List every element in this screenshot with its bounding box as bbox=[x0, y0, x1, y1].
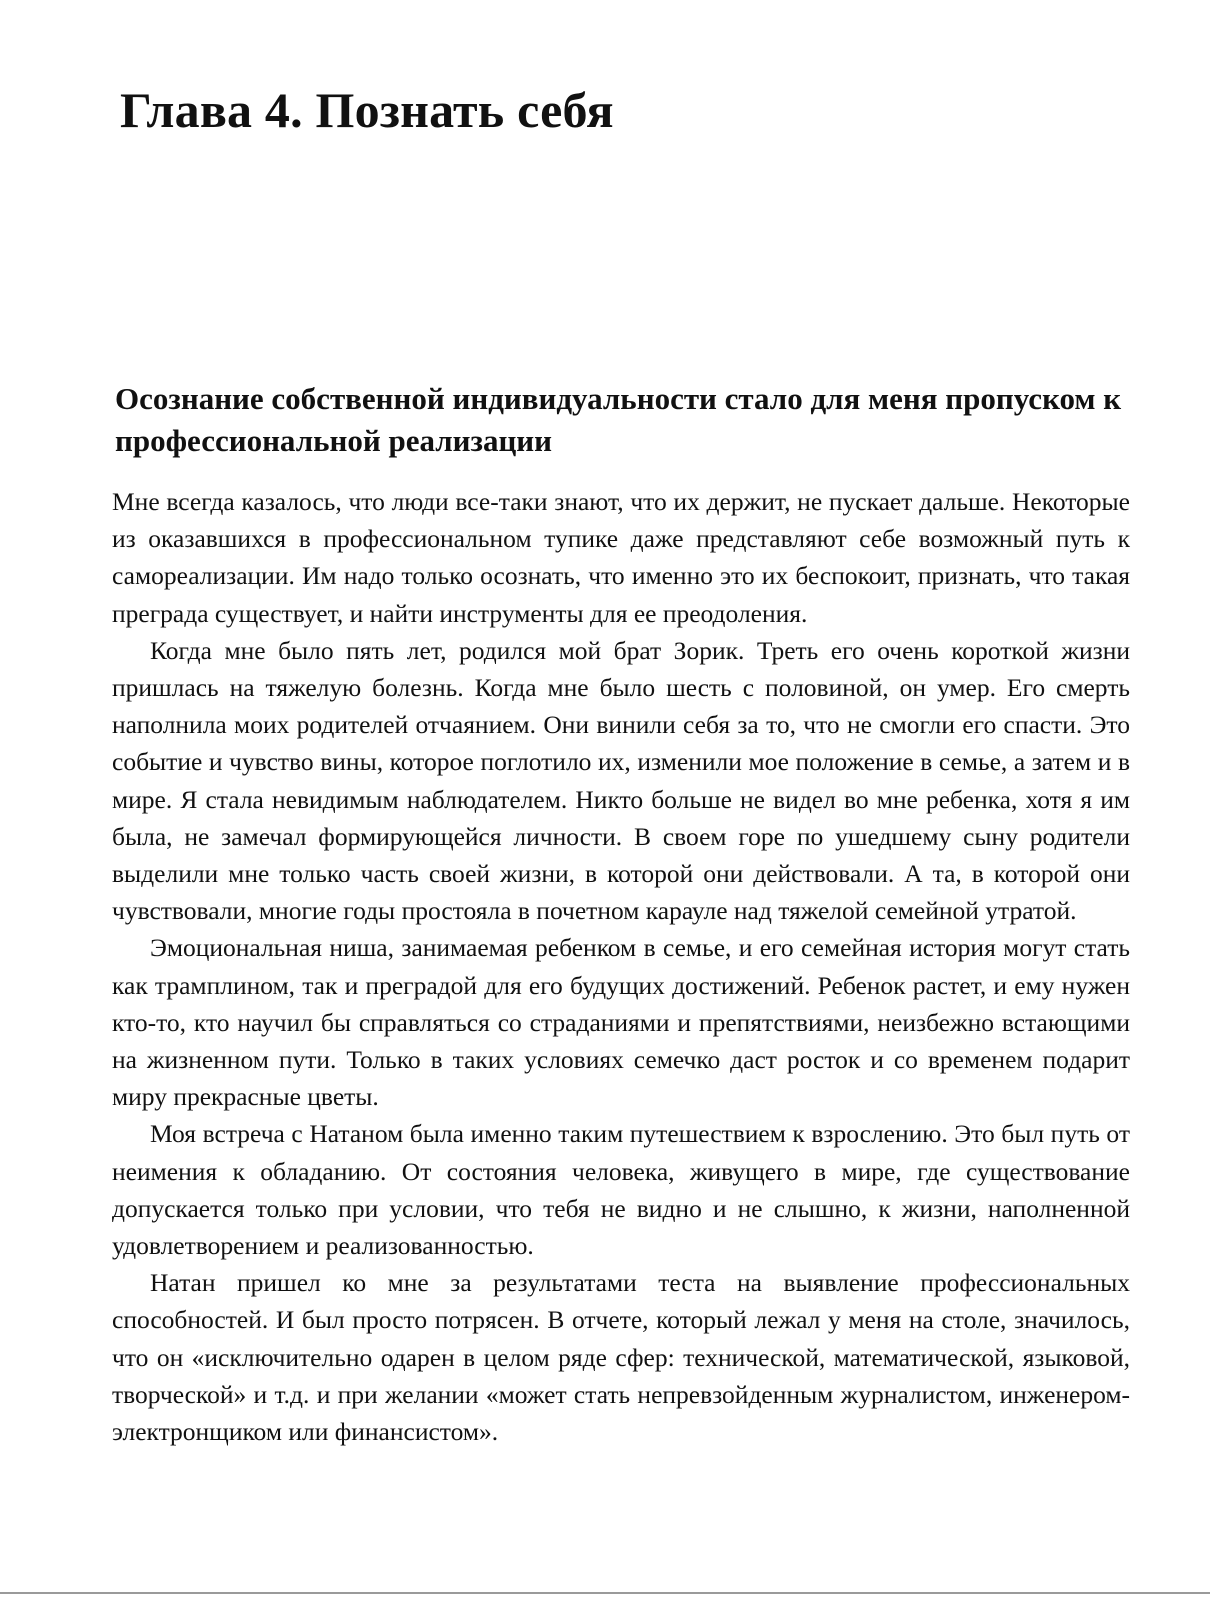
paragraph-3: Эмоциональная ниша, занимаемая ребенком в семье, и его семейная история могут стать как трамплином, так и преградой для его будущих достижений. Ребенок растет, и ему нужен кто-то, кто научил бы справляться со страданиями и препятствиями, неизбежно встающими на жизненном пути. Только в таких условиях семечко даст росток и со временем подарит миру прекрасные цветы. bbox=[112, 933, 1130, 1112]
paragraph-4: Моя встреча с Натаном была именно таким путешествием к взрослению. Это был путь от неимения к обладанию. От состояния человека, живущего в мире, где существование допускается только при условии, что тебя не видно и не слышно, к жизни, наполненной удовлетворением и реализованностью. bbox=[112, 1119, 1130, 1261]
section-title: Осознание собственной индивидуальности стало для меня пропуском к профессиональной реализации bbox=[115, 381, 1122, 458]
paragraph-2: Когда мне было пять лет, родился мой брат Зорик. Треть его очень короткой жизни пришлась на тяжелую болезнь. Когда мне было шесть с половиной, он умер. Его смерть наполнила моих родителей отчаянием. Они винили себя за то, что не смогли его спасти. Это событие и чувство вины, которое поглотило их, изменили мое положение в семье, а затем и в мире. Я стала невидимым наблюдателем. Никто больше не видел во мне ребенка, хотя я им была, не замечал формирующейся личности. В своем горе по ушедшему сыну родители выделили мне только часть своей жизни, в которой они действовали. А та, в которой они чувствовали, многие годы простояла в почетном карауле над тяжелой семейной утратой. bbox=[112, 635, 1130, 926]
bottom-edge-line bbox=[0, 1592, 1210, 1594]
body-text bbox=[112, 483, 1130, 1450]
paragraph-5: Натан пришел ко мне за результатами теста на выявление профессиональных способностей. И был просто потрясен. В отчете, который лежал у меня на столе, значилось, что он «исключительно одарен в целом ряде сфер: технической, математической, языковой, творческой» и т.д. и при желании «может стать непревзойденным журналистом, инженером-электронщиком или финансистом». bbox=[112, 1268, 1130, 1447]
chapter-title: Глава 4. Познать себя bbox=[120, 82, 614, 138]
paragraph-1: Мне всегда казалось, что люди все-таки знают, что их держит, не пускает дальше. Некоторые из оказавшихся в профессиональном тупике даже представляют себе возможный путь к самореализации. Им надо только осознать, что именно это их беспокоит, признать, что такая преграда существует, и найти инструменты для ее преодоления. bbox=[112, 487, 1130, 628]
